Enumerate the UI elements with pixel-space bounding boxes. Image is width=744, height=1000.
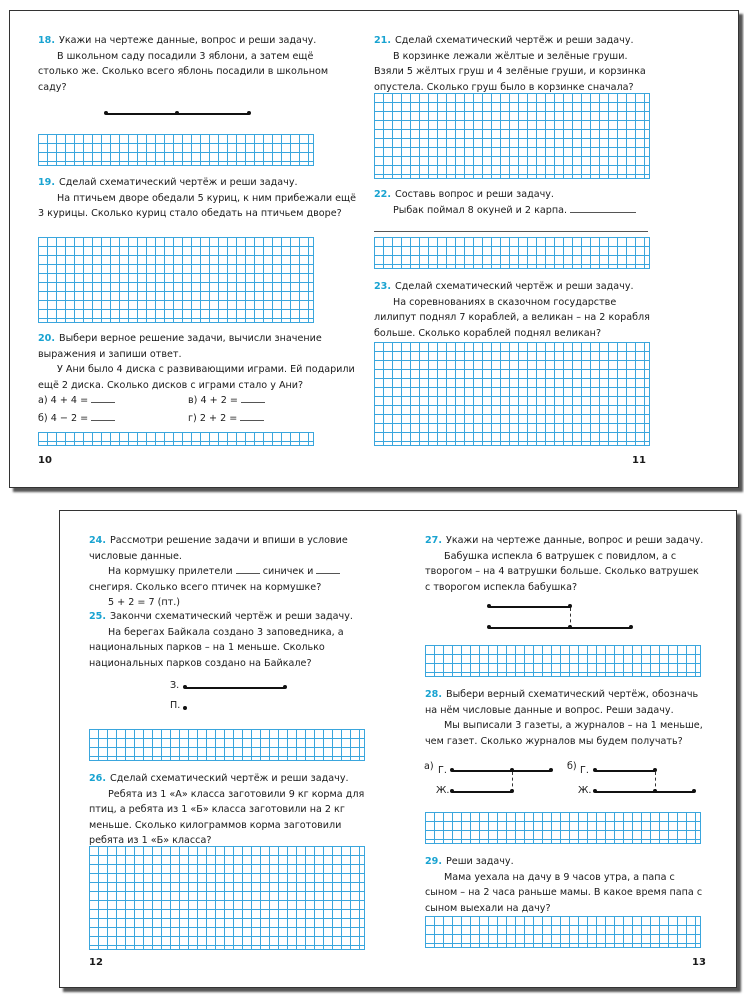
label-zh: Ж. — [578, 785, 592, 796]
task-text: Бабушка испекла 6 ватрушек с повидлом, а с творогом – на 4 ватрушки больше. Сколько ватрушек с творогом испекла бабушка? — [425, 550, 699, 593]
task-21 — [374, 33, 656, 95]
task-title: Сделай схематический чертёж и реши задачу. — [395, 281, 634, 292]
page-number: 11 — [632, 455, 646, 466]
segment-point — [549, 768, 553, 772]
segment-point — [247, 111, 251, 115]
segment-point — [175, 111, 179, 115]
task-number: 26. — [89, 773, 106, 784]
label-g: Г. — [580, 765, 589, 776]
label-zh: Ж. — [436, 785, 450, 796]
task-title: Сделай схематический чертёж и реши задачу. — [59, 177, 298, 188]
label-p: П. — [170, 700, 181, 711]
task-text: Рыбак поймал 8 окуней и 2 карпа. — [374, 203, 656, 219]
task-23 — [374, 279, 656, 341]
answer-grid[interactable] — [89, 846, 365, 950]
task-text: В школьном саду посадили 3 яблони, а затем ещё столько же. Сколько всего яблонь посадили в школьном саду? — [38, 50, 329, 93]
segment-point — [283, 685, 287, 689]
option-b[interactable]: б) 4 − 2 = — [38, 411, 188, 427]
page-number: 13 — [692, 957, 706, 968]
answer-options — [38, 393, 356, 426]
task-title: Реши задачу. — [446, 856, 514, 867]
segment-point — [593, 768, 597, 772]
segment-point — [487, 625, 491, 629]
writing-line — [374, 231, 648, 232]
segment-point — [593, 789, 597, 793]
number-blank[interactable] — [236, 564, 260, 574]
page-number: 12 — [89, 957, 103, 968]
segment-point — [183, 706, 187, 710]
task-solution: 5 + 2 = 7 (пт.) — [108, 597, 181, 608]
segment-z — [185, 687, 285, 689]
task-text: Мы выписали 3 газеты, а журналов – на 1 меньше, чем газет. Сколько журналов мы будем получать? — [425, 720, 703, 747]
task-number: 27. — [425, 535, 442, 546]
task-28 — [425, 687, 707, 749]
segment-point — [568, 625, 572, 629]
segment-point — [450, 768, 454, 772]
task-title: Составь вопрос и реши задачу. — [395, 189, 554, 200]
task-text: Ребята из 1 «А» класса заготовили 9 кг корма для птиц, а ребята из 1 «Б» класса заготовили на 2 кг меньше. Сколько килограммов корма заготовили ребята из 1 «Б» класса? — [89, 788, 365, 846]
task-text: На берегах Байкала создано 3 заповедника, а национальных парков – на 1 меньше. Сколько национальных парков создано на Байкале? — [89, 626, 344, 669]
option-v[interactable]: в) 4 + 2 = — [188, 393, 338, 409]
task-text: В корзинке лежали жёлтые и зелёные груши. Взяли 5 жёлтых груш и 4 зелёные груши, и корзинка опустела. Сколько груш было в корзинке сначала? — [374, 50, 646, 93]
question-blank[interactable] — [570, 203, 636, 213]
segment-point — [692, 789, 696, 793]
task-number: 19. — [38, 177, 55, 188]
segment-g-a — [452, 770, 551, 772]
answer-grid[interactable] — [425, 645, 701, 677]
task-text: Мама уехала на дачу в 9 часов утра, а папа с сыном – на 2 часа раньше мамы. В какое время папа с сыном выехали на дачу? — [425, 871, 703, 914]
task-text: На птичьем дворе обедали 5 куриц, к ним прибежали ещё 3 курицы. Сколько куриц стало обедать на птичьем дворе? — [38, 192, 356, 219]
segment-point — [183, 685, 187, 689]
page-number: 10 — [38, 455, 52, 466]
task-18 — [38, 33, 356, 95]
task-24 — [89, 533, 371, 611]
diagram-b-label: б) — [567, 761, 577, 772]
segment-point — [653, 789, 657, 793]
task-number: 28. — [425, 689, 442, 700]
page-13 — [400, 511, 736, 987]
bottom-spread — [59, 510, 737, 988]
task-number: 18. — [38, 35, 55, 46]
task-title: Укажи на чертеже данные, вопрос и реши задачу. — [446, 535, 704, 546]
label-z: З. — [170, 680, 180, 691]
segment-g-b — [595, 770, 655, 772]
answer-grid[interactable] — [374, 93, 650, 179]
answer-grid[interactable] — [374, 237, 650, 269]
task-title: Выбери верный схематический чертёж, обозначь на нём числовые данные и вопрос. Реши задачу. — [425, 689, 699, 716]
task-26 — [89, 771, 371, 849]
task-20 — [38, 331, 356, 426]
option-g[interactable]: г) 2 + 2 = — [188, 411, 338, 427]
task-text: На кормушку прилетели синичек и снегиря. Сколько всего птичек на кормушке? — [89, 564, 371, 595]
top-spread — [9, 10, 739, 488]
segment-point — [629, 625, 633, 629]
task-number: 22. — [374, 189, 391, 200]
label-g: Г. — [438, 765, 447, 776]
answer-grid[interactable] — [38, 237, 314, 323]
task-number: 21. — [374, 35, 391, 46]
number-blank[interactable] — [316, 564, 340, 574]
task-number: 23. — [374, 281, 391, 292]
answer-grid[interactable] — [38, 134, 314, 166]
page-12 — [60, 511, 400, 987]
page-10 — [10, 11, 374, 487]
segment-zh-b — [595, 791, 694, 793]
task-27 — [425, 533, 707, 595]
answer-grid[interactable] — [38, 432, 314, 446]
option-a[interactable]: а) 4 + 4 = — [38, 393, 188, 409]
answer-grid[interactable] — [425, 812, 701, 844]
diagram-a-label: а) — [424, 761, 434, 772]
task-number: 25. — [89, 611, 106, 622]
answer-grid[interactable] — [374, 342, 650, 446]
task-number: 24. — [89, 535, 106, 546]
task-text: На соревнованиях в сказочном государстве лилипут поднял 7 кораблей, а великан – на 2 корабля больше. Сколько кораблей поднял великан? — [374, 296, 650, 339]
segment-top — [489, 606, 571, 608]
task-19 — [38, 175, 356, 222]
task-29 — [425, 854, 707, 916]
segment-bottom — [489, 627, 631, 629]
task-title: Выбери верное решение задачи, вычисли значение выражения и запиши ответ. — [38, 333, 322, 360]
segment-point — [510, 789, 514, 793]
segment-point — [450, 789, 454, 793]
task-title: Сделай схематический чертёж и реши задачу. — [110, 773, 349, 784]
segment-point — [487, 604, 491, 608]
task-text: У Ани было 4 диска с развивающими играми. Ей подарили ещё 2 диска. Сколько дисков с играми стало у Ани? — [38, 364, 355, 391]
segment-point — [104, 111, 108, 115]
task-number: 29. — [425, 856, 442, 867]
page-11 — [374, 11, 738, 487]
segment-zh-a — [452, 791, 512, 793]
task-title: Сделай схематический чертёж и реши задачу. — [395, 35, 634, 46]
task-25 — [89, 609, 371, 671]
task-number: 20. — [38, 333, 55, 344]
answer-grid[interactable] — [89, 729, 365, 761]
task-title: Рассмотри решение задачи и впиши в условие числовые данные. — [89, 535, 348, 562]
task-title: Укажи на чертеже данные, вопрос и реши задачу. — [59, 35, 317, 46]
task-title: Закончи схематический чертёж и реши задачу. — [110, 611, 353, 622]
answer-grid[interactable] — [425, 916, 701, 948]
task-22 — [374, 187, 656, 218]
